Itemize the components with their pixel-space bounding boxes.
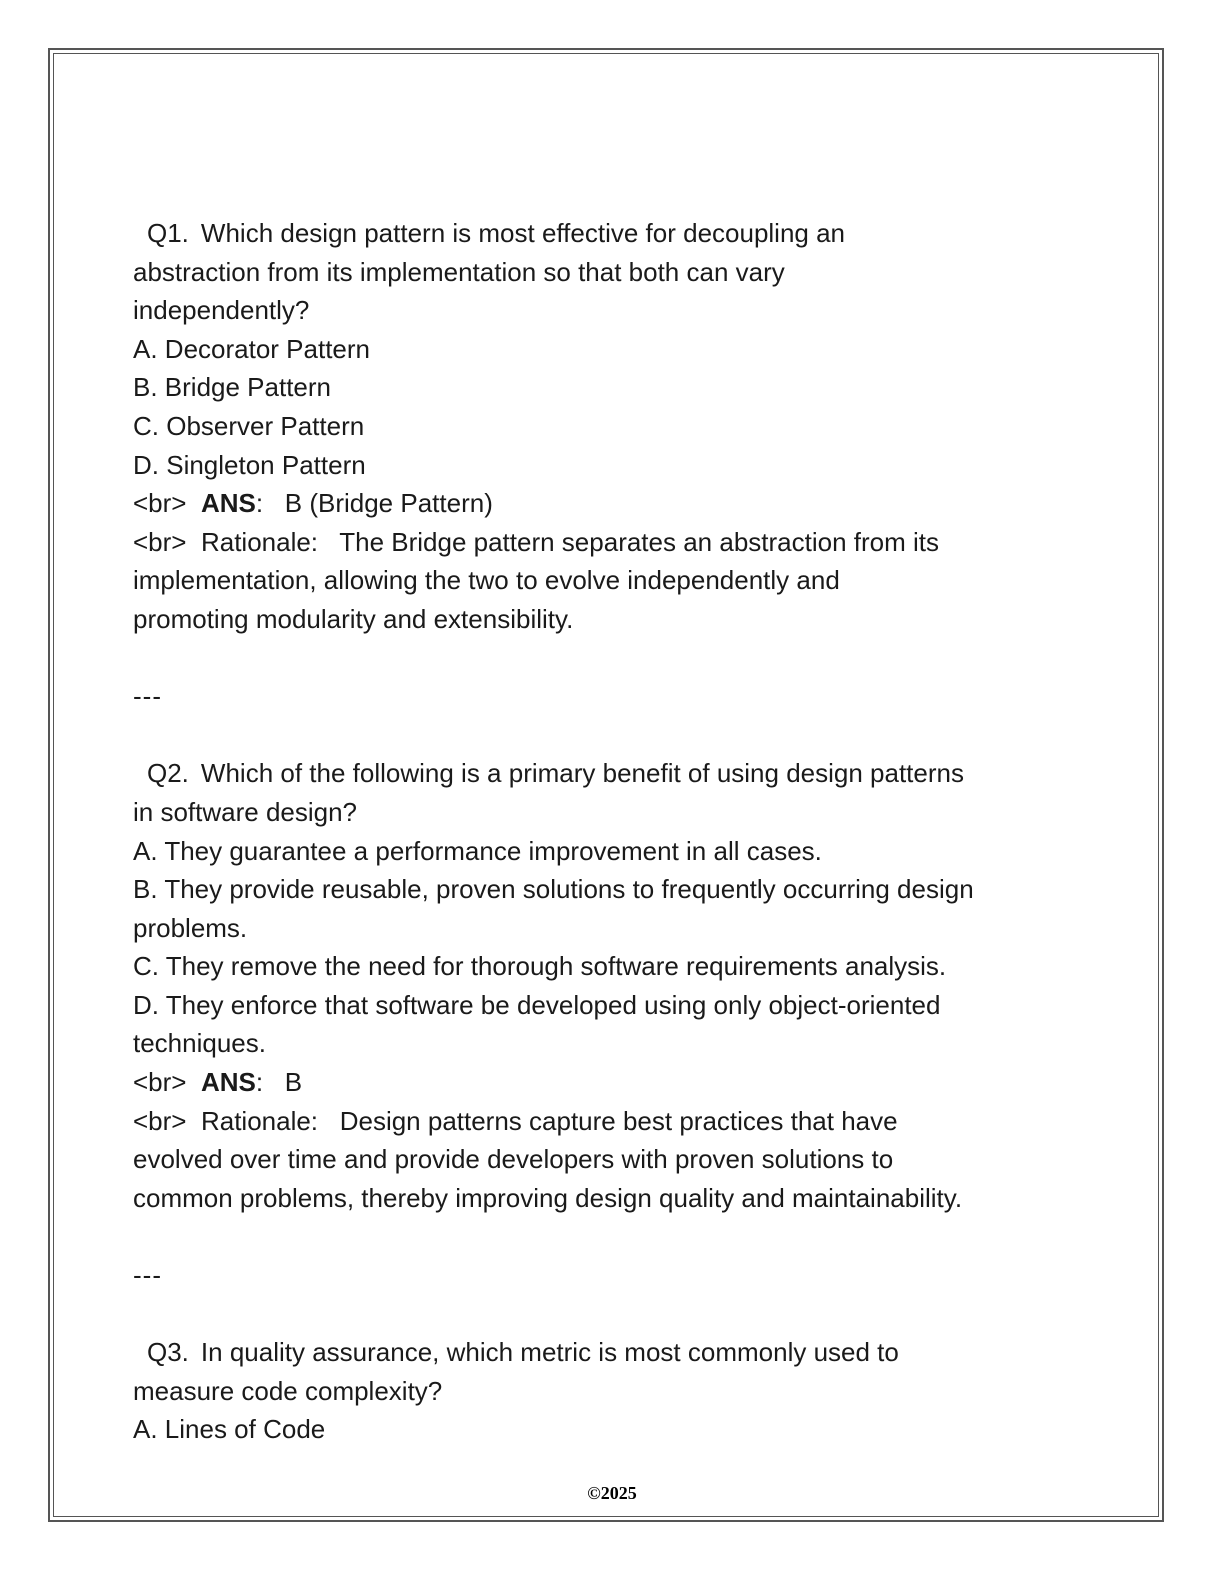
question-1-line-3: independently? <box>133 295 310 326</box>
answer-line: <br> ANS: B (Bridge Pattern) <box>133 488 493 519</box>
question-number: Q3. <box>147 1337 189 1368</box>
option-b: B. Bridge Pattern <box>133 372 331 403</box>
answer-label: ANS <box>200 488 256 519</box>
rationale-line-1 <box>133 1102 1093 1141</box>
br-tag: <br> <box>133 1067 187 1098</box>
copyright-footer: ©2025 <box>587 1483 637 1503</box>
br-tag: <br> <box>133 1105 187 1136</box>
option-d: D. They enforce that software be developed using only object-oriented <box>133 989 941 1020</box>
option-a: A. Decorator Pattern <box>133 333 370 364</box>
rationale-line-2: implementation, allowing the two to evolve independently and <box>133 565 840 596</box>
separator: --- <box>133 1260 162 1291</box>
option-c: C. They remove the need for thorough software requirements analysis. <box>133 951 947 982</box>
option-a: A. Lines of Code <box>133 1414 326 1445</box>
question-text: Which design pattern is most effective for decoupling an <box>200 218 846 248</box>
question-1-line-1 <box>133 214 1093 253</box>
option-c: C. Observer Pattern <box>133 410 365 441</box>
option-d: D. Singleton Pattern <box>133 449 366 480</box>
question-text: Which of the following is a primary benefit of using design patterns <box>200 758 964 789</box>
question-1-line-2: abstraction from its implementation so that both can vary <box>133 256 785 287</box>
answer-label: ANS <box>200 1067 256 1098</box>
question-number: Q2. <box>147 758 189 789</box>
answer-line: <br> ANS: B <box>133 1067 303 1098</box>
question-2-line-1 <box>133 754 1093 793</box>
rationale-text: The Bridge pattern separates an abstraction from its <box>339 526 939 557</box>
rationale-text: Design patterns capture best practices that have <box>339 1105 898 1136</box>
option-b: B. They provide reusable, proven solutions to frequently occurring design <box>133 874 974 905</box>
option-a: A. They guarantee a performance improvement in all cases. <box>133 835 822 866</box>
br-tag: <br> <box>133 526 187 557</box>
document-body <box>133 214 1093 1449</box>
question-3-line-2: measure code complexity? <box>133 1375 443 1406</box>
separator: --- <box>133 681 162 712</box>
rationale-line-1 <box>133 523 1093 562</box>
option-b-cont: problems. <box>133 912 248 943</box>
question-2-line-2: in software design? <box>133 796 358 827</box>
rationale-line-2: evolved over time and provide developers with proven solutions to <box>133 1144 894 1175</box>
option-d-cont: techniques. <box>133 1028 266 1059</box>
question-text: In quality assurance, which metric is most commonly used to <box>200 1337 899 1368</box>
answer-value: B (Bridge Pattern) <box>284 488 493 519</box>
rationale-label: Rationale: <box>200 526 319 557</box>
br-tag: <br> <box>133 488 187 519</box>
answer-value: B <box>284 1067 303 1098</box>
rationale-line-3: common problems, thereby improving design quality and maintainability. <box>133 1182 963 1213</box>
question-number: Q1. <box>147 218 189 248</box>
rationale-label: Rationale: <box>200 1105 319 1136</box>
rationale-line-3: promoting modularity and extensibility. <box>133 603 574 634</box>
question-3-line-1 <box>133 1333 1093 1372</box>
